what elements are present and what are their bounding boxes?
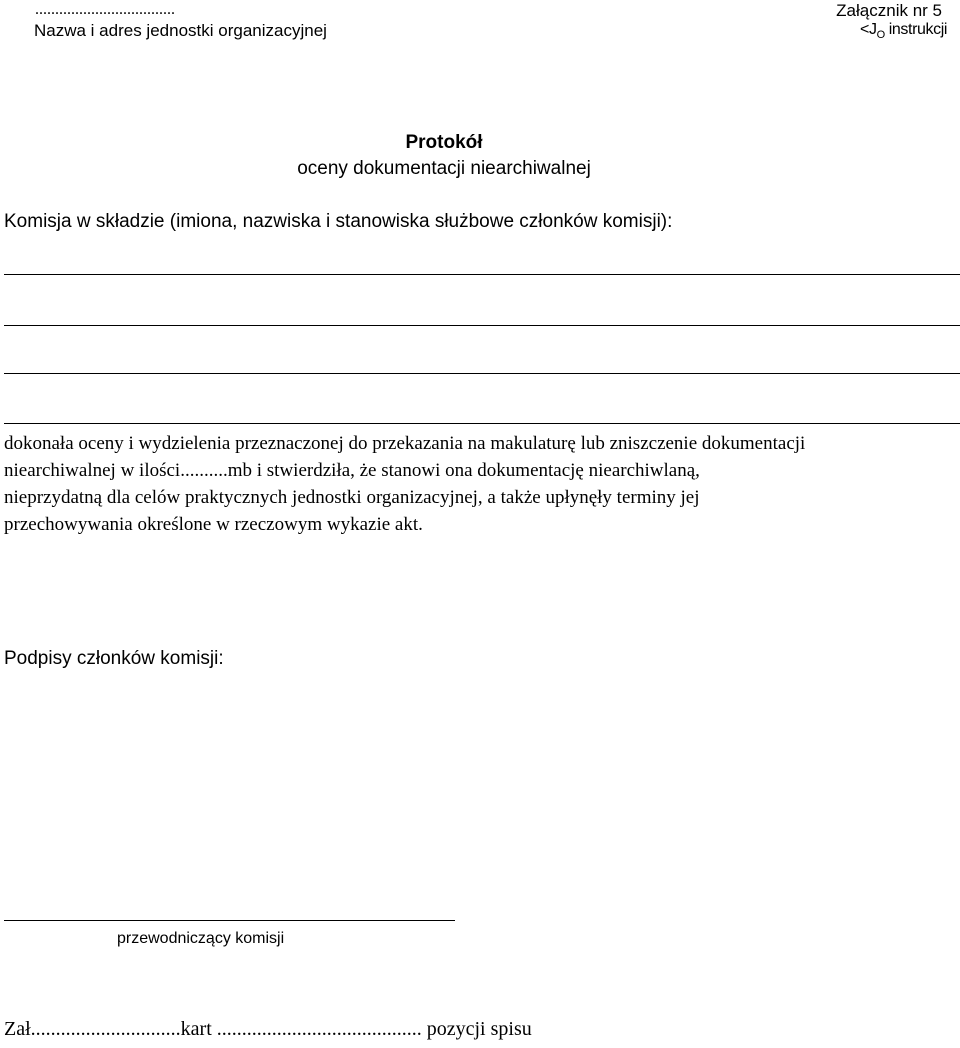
document-title: Protokół [405,132,483,153]
instruction-label [860,21,947,39]
chair-signature-line [4,920,455,921]
unit-name-dots: ................................... [35,1,175,18]
body-line: dokonała oceny i wydzielenia przeznaczonej do przekazania na makulaturę lub zniszczenie dokumentacji [4,433,806,454]
unit-name-label: Nazwa i adres jednostki organizacyjnej [34,21,327,40]
body-line: niearchiwalnej w ilości..........mb i stwierdziła, że stanowi ona dokumentację niearchiwlaną, [4,460,700,481]
committee-member-line-2 [4,325,960,326]
body-paragraph [4,430,954,538]
committee-member-line-1 [4,274,960,275]
body-line: nieprzydatną dla celów praktycznych jednostki organizacyjnej, a także upłynęły terminy jej [4,487,700,508]
committee-member-line-4 [4,423,960,424]
document-subtitle: oceny dokumentacji niearchiwalnej [297,158,591,179]
instruction-subscript: O [876,29,885,41]
chair-label: przewodniczący komisji [117,930,285,947]
attachments-footer: Zał..............................kart ......................................... pozycji spisu [4,1018,532,1040]
body-line: przechowywania określone w rzeczowym wykazie akt. [4,514,423,535]
instruction-prefix: <J [860,21,877,38]
committee-member-line-3 [4,373,960,374]
signatures-label: Podpisy członków komisji: [4,648,224,669]
committee-label: Komisja w składzie (imiona, nazwiska i stanowiska służbowe członków komisji): [4,211,673,232]
annex-label: Załącznik nr 5 [836,1,942,20]
instruction-suffix: instrukcji [884,21,947,38]
